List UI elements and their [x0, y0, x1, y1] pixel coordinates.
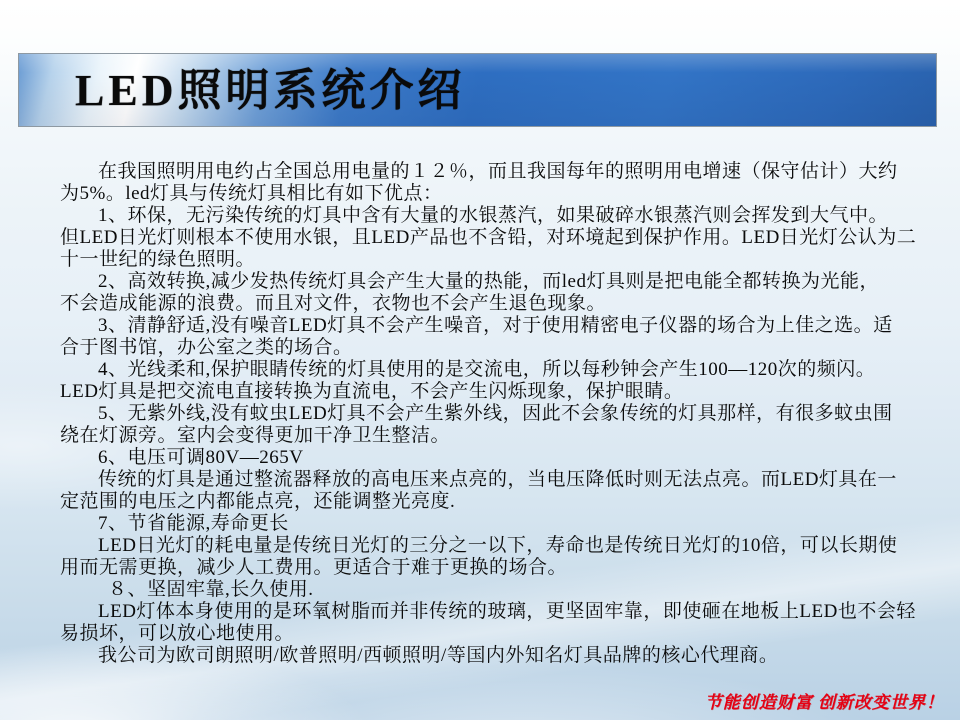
body-line: 易损坏，可以放心地使用。	[60, 623, 295, 644]
body-line: 我公司为欧司朗照明/欧普照明/西顿照明/等国内外知名灯具品牌的核心代理商。	[98, 645, 779, 666]
slide-title: LED照明系统介绍	[75, 66, 466, 115]
body-line: 不会造成能源的浪费。而且对文件，衣物也不会产生退色现象。	[60, 293, 607, 314]
body-line: 2、高效转换,减少发热传统灯具会产生大量的热能，而led灯具则是把电能全都转换为光能，	[98, 271, 879, 292]
slogan-text: 节能创造财富 创新改变世界！	[704, 693, 944, 712]
body-line: 但LED日光灯则根本不使用水银，且LED产品也不含铅，对环境起到保护作用。LED日光灯公认为二	[60, 227, 917, 248]
body-line: ８、坚固牢靠,长久使用.	[108, 579, 314, 600]
body-line: 用而无需更换，减少人工费用。更适合于难于更换的场合。	[60, 557, 568, 578]
body-line: 5、无紫外线,没有蚊虫LED灯具不会产生紫外线，因此不会象传统的灯具那样，有很多蚊虫围	[98, 403, 893, 424]
body-line: 在我国照明用电约占全国总用电量的１２％，而且我国每年的照明用电增速（保守估计）大约	[98, 161, 898, 182]
body-line: 7、节省能源,寿命更长	[98, 513, 289, 534]
body-line: LED灯具是把交流电直接转换为直流电，不会产生闪烁现象，保护眼睛。	[60, 381, 684, 402]
body-line: 3、清静舒适,没有噪音LED灯具不会产生噪音，对于使用精密电子仪器的场合为上佳之选。适	[98, 315, 893, 336]
body-line: LED日光灯的耗电量是传统日光灯的三分之一以下，寿命也是传统日光灯的10倍，可以长期使	[98, 535, 898, 556]
body-line: 为5%。led灯具与传统灯具相比有如下优点：	[60, 183, 443, 204]
body-line: 6、电压可调80V—265V	[98, 447, 304, 468]
body-line: 传统的灯具是通过整流器释放的高电压来点亮的，当电压降低时则无法点亮。而LED灯具在一	[98, 469, 897, 490]
body-line: 1、环保，无污染传统的灯具中含有大量的水银蒸汽，如果破碎水银蒸汽则会挥发到大气中。	[98, 205, 889, 226]
body-line: 4、光线柔和,保护眼睛传统的灯具使用的是交流电，所以每秒钟会产生100—120次的频闪。	[98, 359, 876, 380]
body-line: 合于图书馆，办公室之类的场合。	[60, 337, 353, 358]
body-line: 十一世纪的绿色照明。	[60, 249, 256, 270]
body-line: LED灯体本身使用的是环氧树脂而并非传统的玻璃，更坚固牢靠，即使砸在地板上LED也不会轻	[98, 601, 916, 622]
body-line: 绕在灯源旁。室内会变得更加干净卫生整洁。	[60, 425, 451, 446]
slide-title-banner	[18, 53, 937, 127]
body-text-block	[60, 161, 932, 667]
body-line: 定范围的电压之内都能点亮，还能调整光亮度.	[60, 491, 456, 512]
